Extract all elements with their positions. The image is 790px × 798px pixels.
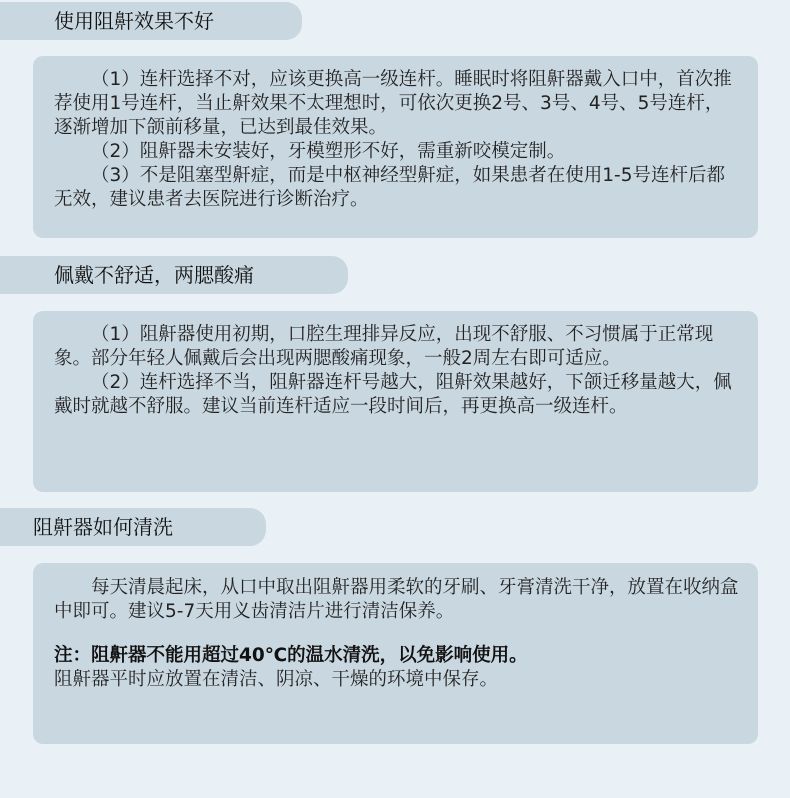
section-title: 佩戴不舒适，两腮酸痛 bbox=[54, 263, 254, 287]
section-title-tag bbox=[0, 508, 266, 546]
section-title-tag bbox=[0, 256, 348, 294]
section-content-box bbox=[33, 56, 758, 238]
section-title: 阻鼾器如何清洗 bbox=[33, 515, 173, 539]
spacer bbox=[54, 624, 740, 644]
section-content-box bbox=[33, 311, 758, 492]
paragraph: （2）连杆选择不当，阻鼾器连杆号越大，阻鼾效果越好，下颌迁移量越大，佩戴时就越不舒服。建议当前连杆适应一段时间后，再更换高一级连杆。 bbox=[54, 372, 732, 417]
care-note: 注：阻鼾器不能用超过40℃的温水清洗，以免影响使用。 bbox=[54, 645, 528, 666]
paragraph: （1）阻鼾器使用初期，口腔生理排异反应，出现不舒服、不习惯属于正常现象。部分年轻人佩戴后会出现两腮酸痛现象，一般2周左右即可适应。 bbox=[54, 324, 714, 369]
section-title: 使用阻鼾效果不好 bbox=[54, 9, 214, 33]
paragraph: （2）阻鼾器未安装好，牙模塑形不好，需重新咬模定制。 bbox=[91, 141, 566, 162]
paragraph: （1）连杆选择不对，应该更换高一级连杆。睡眠时将阻鼾器戴入口中，首次推荐使用1号连杆，当止鼾效果不太理想时，可依次更换2号、3号、4号、5号连杆，逐渐增加下颌前移量，已达到最佳效果。 bbox=[54, 69, 732, 138]
storage-tip: 阻鼾器平时应放置在清洁、阴凉、干燥的环境中保存。 bbox=[54, 669, 499, 690]
paragraph: （3）不是阻塞型鼾症，而是中枢神经型鼾症，如果患者在使用1-5号连杆后都无效，建议患者去医院进行诊断治疗。 bbox=[54, 165, 725, 210]
section-content-box bbox=[33, 563, 758, 744]
paragraph: 每天清晨起床，从口中取出阻鼾器用柔软的牙刷、牙膏清洗干净，放置在收纳盒中即可。建议5-7天用义齿清洁片进行清洁保养。 bbox=[54, 577, 739, 622]
section-title-tag bbox=[0, 2, 302, 40]
